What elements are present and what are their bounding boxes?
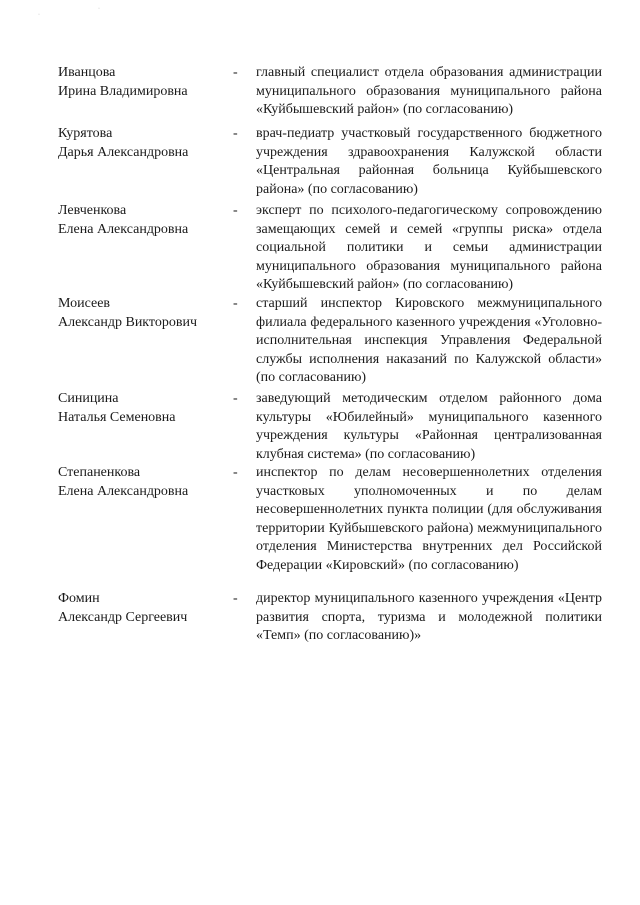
member-given-name: Александр Сергеевич [58, 609, 188, 625]
member-surname: Иванцова [58, 65, 116, 80]
scan-speck: · [98, 6, 100, 12]
member-given-name: Александр Викторович [58, 314, 198, 330]
member-name [58, 590, 228, 627]
member-name [58, 202, 228, 239]
member-surname: Левченкова [58, 203, 127, 218]
member-given-name: Ирина Владимировна [58, 83, 188, 99]
scan-speck: · [38, 12, 40, 18]
member-position: инспектор по делам несовершеннолетних отделения участковых уполномоченных и по делам несовершеннолетних пункта полиции (для обслуживания территории Куйбышевского района) межмуниципального отделения Министерства внутренних дел Российской Федерации «Кировский» (по согласованию) [256, 465, 602, 573]
member-surname: Курятова [58, 126, 113, 141]
member-position: врач-педиатр участковый государственного бюджетного учреждения здравоохранения Калужской области «Центральная районная больница Куйбышевского района» (по согласованию) [256, 126, 602, 197]
dash-separator: - [233, 391, 238, 406]
dash-separator: - [233, 126, 238, 141]
dash-separator: - [233, 203, 238, 218]
member-given-name: Елена Александровна [58, 483, 189, 499]
member-name [58, 390, 228, 427]
member-surname: Фомин [58, 591, 100, 606]
dash-separator: - [233, 465, 238, 480]
member-given-name: Елена Александровна [58, 221, 189, 237]
member-position: старший инспектор Кировского межмуниципального филиала федерального казенного учреждения «Уголовно-исполнительная инспекция Управления Федеральной службы исполнения наказаний по Калужской области» (по согласованию) [256, 296, 602, 385]
member-name [58, 295, 228, 332]
member-surname: Моисеев [58, 296, 111, 311]
member-position: директор муниципального казенного учреждения «Центр развития спорта, туризма и молодежной политики «Темп» (по согласованию)» [256, 591, 602, 643]
member-position: эксперт по психолого-педагогическому сопровождению замещающих семей и семей «группы риска» отдела социальной политики и семьи администрации муниципального образования муниципального района «Куйбышевский район» (по согласованию) [256, 203, 602, 292]
dash-separator: - [233, 65, 238, 80]
member-given-name: Дарья Александровна [58, 144, 189, 160]
member-surname: Синицина [58, 391, 119, 406]
dash-separator: - [233, 296, 238, 311]
dash-separator: - [233, 591, 238, 606]
member-position: заведующий методическим отделом районного дома культуры «Юбилейный» муниципального казенного учреждения культуры «Районная централизованная клубная система» (по согласованию) [256, 391, 602, 462]
member-name [58, 464, 228, 501]
member-given-name: Наталья Семеновна [58, 409, 176, 425]
member-name [58, 125, 228, 162]
member-name [58, 64, 228, 101]
member-position: главный специалист отдела образования администрации муниципального образования муниципального района «Куйбышевский район» (по согласованию) [256, 65, 602, 117]
member-surname: Степаненкова [58, 465, 141, 480]
